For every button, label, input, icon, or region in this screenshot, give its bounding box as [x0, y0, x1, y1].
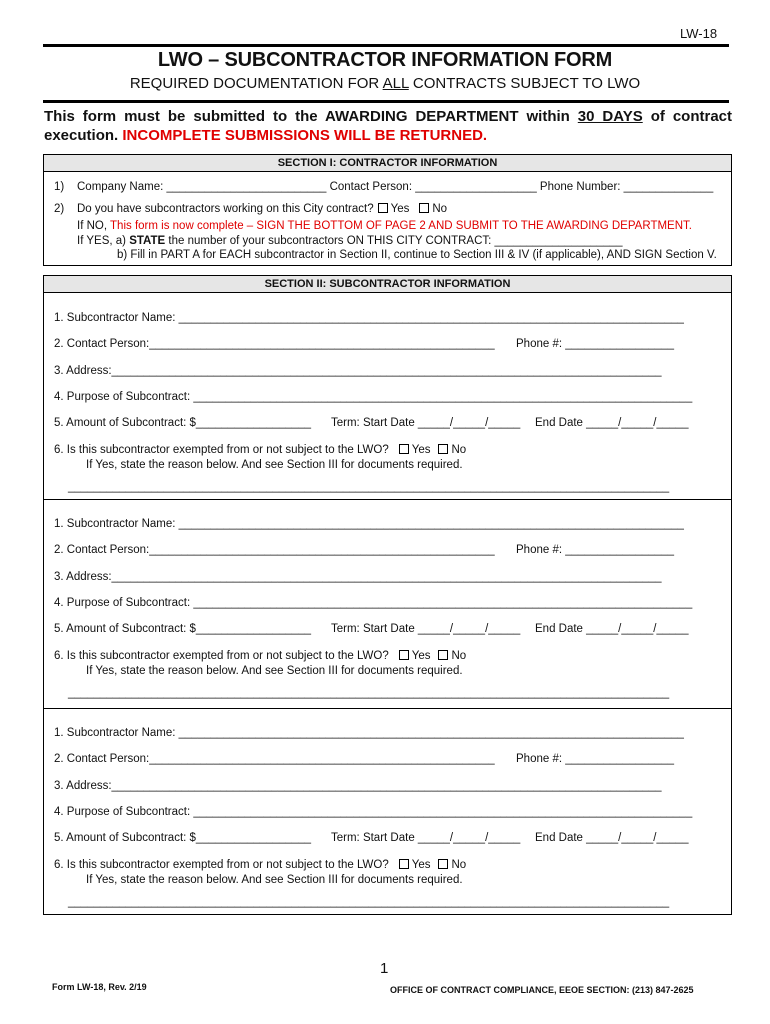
form-id: LW-18 — [680, 26, 718, 41]
exemption-question — [54, 859, 466, 871]
if-no-line — [77, 220, 692, 232]
reason-line[interactable]: ______________________________________________________________________________________________ — [68, 481, 670, 493]
contact-person-field[interactable]: 2. Contact Person:______________________________________________________ — [54, 544, 495, 556]
q2-yes-checkbox[interactable] — [378, 203, 388, 213]
reason-instruction: If Yes, state the reason below. And see Section III for documents required. — [86, 874, 463, 886]
subtitle-pre: REQUIRED DOCUMENTATION FOR — [129, 75, 383, 92]
reason-instruction: If Yes, state the reason below. And see Section III for documents required. — [86, 459, 463, 471]
reason-instruction: If Yes, state the reason below. And see Section III for documents required. — [86, 665, 463, 677]
top-rule — [43, 44, 729, 47]
purpose-field[interactable]: 4. Purpose of Subcontract: ______________________________________________________________________________ — [54, 806, 693, 818]
reason-line[interactable]: ______________________________________________________________________________________________ — [68, 687, 670, 699]
if-no-instruction: This form is now complete – SIGN THE BOTTOM OF PAGE 2 AND SUBMIT TO THE AWARDING DEPARTMENT. — [110, 220, 692, 232]
if-yes-a-line[interactable] — [77, 235, 622, 247]
section-2 — [43, 275, 732, 915]
instr-days: 30 DAYS — [577, 108, 643, 125]
q2-yes-label: Yes — [390, 203, 410, 215]
exempt-no-checkbox[interactable] — [438, 444, 448, 454]
phone-field[interactable]: Phone #: _________________ — [516, 753, 674, 765]
address-field[interactable]: 3. Address:______________________________________________________________________________________ — [54, 780, 662, 792]
instr-part1: This form must be submitted to the AWARDING DEPARTMENT within — [44, 108, 578, 125]
subcontractor-block — [44, 294, 731, 499]
exemption-question — [54, 650, 466, 662]
section-2-heading: SECTION II: SUBCONTRACTOR INFORMATION — [44, 276, 731, 293]
exemption-text: 6. Is this subcontractor exempted from or not subject to the LWO? — [54, 859, 389, 871]
purpose-field[interactable]: 4. Purpose of Subcontract: ______________________________________________________________________________ — [54, 597, 693, 609]
start-date-field[interactable]: Term: Start Date _____/_____/_____ — [331, 623, 521, 635]
subtitle-all: ALL — [382, 75, 409, 92]
exemption-text: 6. Is this subcontractor exempted from or not subject to the LWO? — [54, 444, 389, 456]
amount-field[interactable]: 5. Amount of Subcontract: $__________________ — [54, 417, 312, 429]
q2-no-label: No — [432, 203, 448, 215]
subcontractor-block — [44, 708, 731, 916]
if-yes-b-line: b) Fill in PART A for EACH subcontractor in Section II, continue to Section III & IV (if applicable), AND SIGN Section V. — [117, 249, 717, 261]
page-number: 1 — [380, 960, 389, 977]
instr-warning: INCOMPLETE SUBMISSIONS WILL BE RETURNED. — [122, 127, 488, 144]
subcontractor-block — [44, 499, 731, 708]
subtitle-post: CONTRACTS SUBJECT TO LWO — [408, 75, 641, 92]
exempt-yes-checkbox[interactable] — [399, 650, 409, 660]
phone-field[interactable]: Phone #: _________________ — [516, 338, 674, 350]
end-date-field[interactable]: End Date _____/_____/_____ — [535, 417, 689, 429]
start-date-field[interactable]: Term: Start Date _____/_____/_____ — [331, 832, 521, 844]
form-revision: Form LW-18, Rev. 2/19 — [52, 982, 147, 992]
exemption-text: 6. Is this subcontractor exempted from or not subject to the LWO? — [54, 650, 389, 662]
purpose-field[interactable]: 4. Purpose of Subcontract: ______________________________________________________________________________ — [54, 391, 693, 403]
submission-instructions — [44, 107, 732, 145]
amount-field[interactable]: 5. Amount of Subcontract: $__________________ — [54, 832, 312, 844]
address-field[interactable]: 3. Address:______________________________________________________________________________________ — [54, 571, 662, 583]
if-yes-a-post: the number of your subcontractors ON THIS CITY CONTRACT: ____________________ — [165, 235, 623, 247]
if-yes-a-pre: If YES, a) — [77, 235, 130, 247]
exempt-no-label: No — [451, 444, 467, 456]
exempt-yes-label: Yes — [411, 650, 431, 662]
form-title: LWO – SUBCONTRACTOR INFORMATION FORM — [157, 49, 613, 71]
exempt-no-checkbox[interactable] — [438, 650, 448, 660]
exempt-no-label: No — [451, 650, 467, 662]
mid-rule — [43, 100, 729, 103]
start-date-field[interactable]: Term: Start Date _____/_____/_____ — [331, 417, 521, 429]
exempt-yes-label: Yes — [411, 859, 431, 871]
section-1-heading: SECTION I: CONTRACTOR INFORMATION — [44, 155, 731, 172]
subcontractor-name-field[interactable]: 1. Subcontractor Name: _______________________________________________________________________________ — [54, 312, 684, 324]
q2-question — [77, 203, 447, 215]
office-contact: OFFICE OF CONTRACT COMPLIANCE, EEOE SECTION: (213) 847-2625 — [390, 985, 694, 995]
end-date-field[interactable]: End Date _____/_____/_____ — [535, 832, 689, 844]
if-no-label: If NO, — [77, 220, 111, 232]
exempt-no-label: No — [451, 859, 467, 871]
exemption-question — [54, 444, 466, 456]
exempt-yes-checkbox[interactable] — [399, 444, 409, 454]
reason-line[interactable]: ______________________________________________________________________________________________ — [68, 896, 670, 908]
q1-company-contact-phone[interactable]: Company Name: _________________________ Contact Person: ___________________ Phone Number: ______________ — [77, 181, 714, 193]
exempt-yes-label: Yes — [411, 444, 431, 456]
end-date-field[interactable]: End Date _____/_____/_____ — [535, 623, 689, 635]
q2-number: 2) — [54, 203, 65, 215]
phone-field[interactable]: Phone #: _________________ — [516, 544, 674, 556]
subcontractor-name-field[interactable]: 1. Subcontractor Name: _______________________________________________________________________________ — [54, 727, 684, 739]
section-1 — [43, 154, 732, 266]
q1-number: 1) — [54, 181, 65, 193]
exempt-yes-checkbox[interactable] — [399, 859, 409, 869]
amount-field[interactable]: 5. Amount of Subcontract: $__________________ — [54, 623, 312, 635]
contact-person-field[interactable]: 2. Contact Person:______________________________________________________ — [54, 338, 495, 350]
address-field[interactable]: 3. Address:______________________________________________________________________________________ — [54, 365, 662, 377]
if-yes-a-state: STATE — [129, 235, 166, 247]
contact-person-field[interactable]: 2. Contact Person:______________________________________________________ — [54, 753, 495, 765]
instr-part2: of contract execution. — [44, 108, 732, 144]
q2-no-checkbox[interactable] — [419, 203, 429, 213]
exempt-no-checkbox[interactable] — [438, 859, 448, 869]
subcontractor-name-field[interactable]: 1. Subcontractor Name: _______________________________________________________________________________ — [54, 518, 684, 530]
form-subtitle — [0, 75, 770, 92]
q2-text: Do you have subcontractors working on this City contract? — [77, 203, 374, 215]
